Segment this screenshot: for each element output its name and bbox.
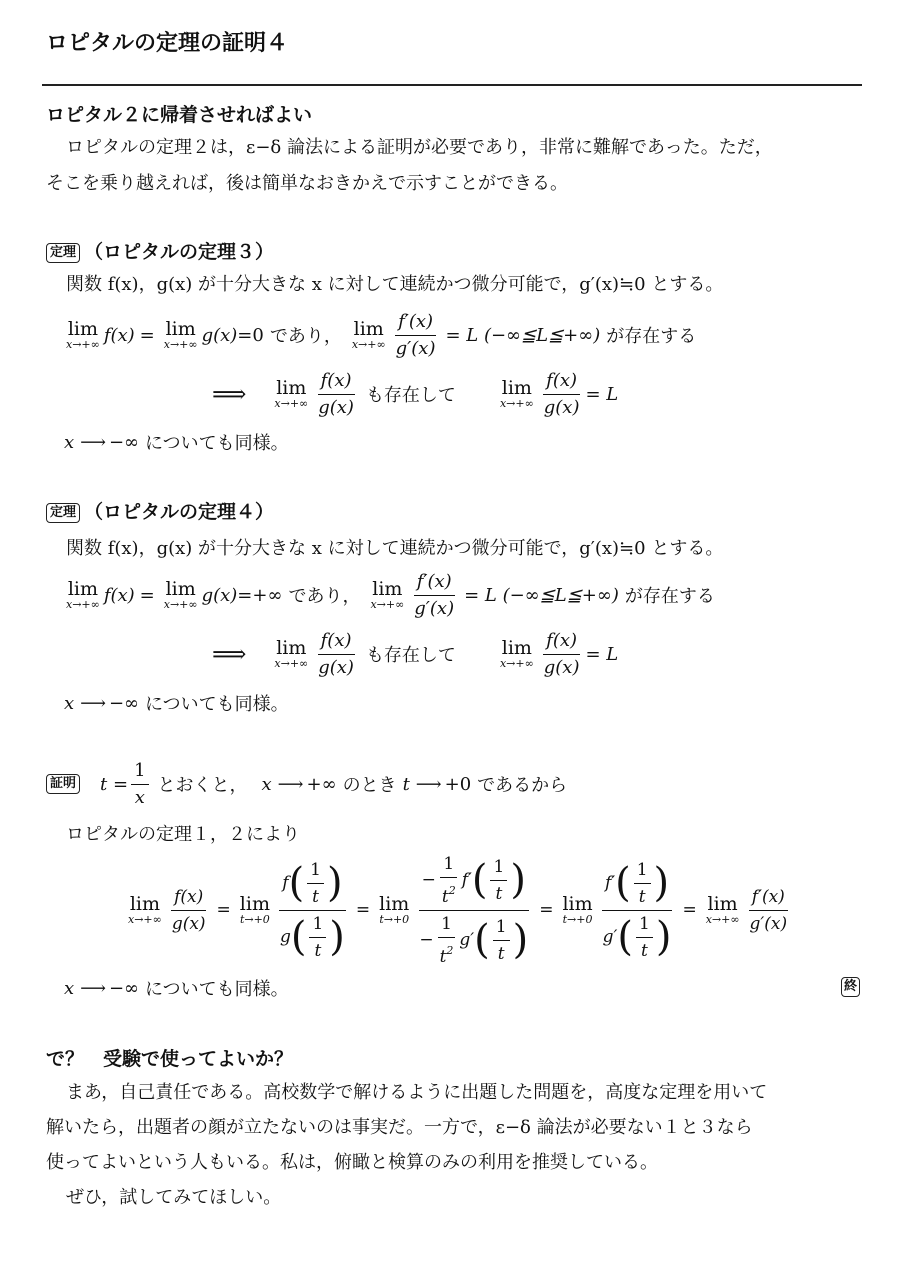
f-of-x: f(x) — [103, 584, 135, 606]
proof-label: 証明 — [46, 774, 80, 794]
long-arrow: ⟶ — [277, 773, 301, 795]
function-ratio: $\frac{f(x)}{g(x)}$ — [318, 369, 354, 418]
lim-operator: lim x→+∞ — [351, 318, 386, 351]
theorem3-condition: 関数 f(x)，g(x) が十分大きな x に対して連続かつ微分可能で，g′(x)≒0 とする。 — [66, 274, 724, 295]
implies-arrow: ⟹ — [212, 380, 247, 408]
theorem3-conclusion — [212, 370, 618, 418]
theorem4-conclusion — [212, 630, 618, 678]
lim-operator: lim x→+∞ — [705, 893, 740, 926]
lim-operator: lim t→+0 — [379, 893, 410, 926]
lim-operator: lim x→+∞ — [163, 318, 198, 351]
one-over-x: $\frac{1}{x}$ — [131, 760, 148, 809]
lim-operator: lim t→+0 — [562, 893, 593, 926]
theorem3-heading — [46, 237, 274, 264]
title-divider — [42, 84, 862, 86]
section2-line3: 使ってよいという人もいる。私は，俯瞰と検算のみの利用を推奨している。 — [46, 1152, 658, 1173]
long-arrow: ⟶ — [80, 431, 103, 453]
function-ratio: $\frac{f(x)}{g(x)}$ — [318, 629, 354, 678]
lim-operator: lim x→+∞ — [274, 377, 309, 410]
section1-line2: そこを乗り越えれば，後は簡単なおきかえで示すことができる。 — [46, 173, 568, 194]
equals: = — [139, 584, 155, 606]
derivative-ratio: $\frac{f'(x)}{g'(x)}$ — [395, 310, 436, 359]
limit-range: = L (−∞≦L≦+∞) — [445, 324, 601, 346]
derivative-substituted-ratio: f′ ( $\frac{1}{t}$ ) g′ ( $\frac{1}{t}$ ) — [602, 859, 672, 961]
long-arrow: ⟶ — [80, 692, 103, 714]
text-then: とおくと， — [157, 775, 248, 796]
text-also-exists: も存在して — [365, 385, 456, 406]
g-of-x: g(x) — [201, 584, 238, 606]
lim-operator: lim x→+∞ — [66, 578, 100, 611]
theorem4-condition: 関数 f(x)，g(x) が十分大きな x に対して連続かつ微分可能で，g′(x)≒0 とする。 — [66, 538, 724, 559]
proof-setup: 証明 t = $\frac{1}{x}$ とおくと， x ⟶ +∞ のとき t ⟶ +0 であるから — [46, 760, 573, 808]
theorem3-title: （ロピタルの定理３） — [84, 241, 275, 263]
limit-range: = L (−∞≦L≦+∞) — [464, 584, 619, 606]
theorem4-title: （ロピタルの定理４） — [84, 501, 275, 523]
theorem4-heading — [46, 497, 274, 524]
theorem4-label: 定理 — [46, 503, 80, 523]
t-equals: t = — [100, 773, 129, 795]
function-ratio: $\frac{f(x)}{g(x)}$ — [543, 369, 580, 418]
proof-same: x ⟶ −∞ についても同様。 — [64, 977, 289, 1000]
derivative-ratio: $\frac{f'(x)}{g'(x)}$ — [414, 570, 455, 619]
long-arrow: ⟶ — [415, 773, 439, 795]
theorem3-hypothesis — [62, 312, 702, 358]
lim-operator: lim x→+∞ — [499, 377, 534, 410]
implies-arrow: ⟹ — [212, 640, 247, 668]
g-of-x: g(x) — [201, 324, 238, 346]
section2-line1: まあ，自己責任である。高校数学で解けるように出題した問題を，高度な定理を用いて — [66, 1082, 768, 1103]
limit-equals-L: = L — [585, 643, 619, 665]
lim-operator: lim t→+0 — [239, 893, 270, 926]
section1-line1: ロピタルの定理２は，ε−δ 論法による証明が必要であり，非常に難解であった。ただ， — [66, 137, 773, 158]
section1-heading: ロピタル２に帰着させればよい — [46, 104, 313, 126]
text-also-exists: も存在して — [365, 645, 456, 666]
derivative-ratio: $\frac{f'(x)}{g'(x)}$ — [749, 886, 788, 934]
theorem4-same: x ⟶ −∞ についても同様。 — [64, 692, 289, 715]
limit-value: =0 — [237, 324, 264, 346]
limit-value: =+∞ — [237, 584, 283, 606]
lim-operator: lim x→+∞ — [163, 578, 198, 611]
lim-operator: lim x→+∞ — [274, 637, 309, 670]
section2-line2: 解いたら，出題者の顔が立たないのは事実だ。一方で，ε−δ 論法が必要ない１と３なら — [46, 1117, 753, 1138]
chain-rule-ratio: − $\frac{1}{t^2}$ f′ ( $\frac{1}{t}$ ) − $\frac{1}{t^2}$ g′ ( $\frac{1}{t}$ ) — [419, 853, 529, 967]
lim-operator: lim x→+∞ — [370, 578, 405, 611]
proof-line2: ロピタルの定理１，２により — [66, 824, 300, 845]
lim-operator: lim x→+∞ — [499, 637, 534, 670]
lim-operator: lim x→+∞ — [128, 893, 162, 926]
text-exists: が存在する — [624, 586, 715, 607]
substituted-ratio: f ( $\frac{1}{t}$ ) g ( $\frac{1}{t}$ ) — [279, 859, 345, 961]
page-title: ロピタルの定理の証明４ — [46, 31, 289, 56]
function-ratio: $\frac{f(x)}{g(x)}$ — [543, 629, 580, 678]
end-of-proof-mark: 終 — [841, 977, 860, 997]
theorem4-hypothesis — [62, 572, 721, 618]
section2-line4: ぜひ，試してみてほしい。 — [66, 1187, 282, 1208]
long-arrow: ⟶ — [80, 977, 103, 999]
text-deari: であり， — [288, 586, 361, 607]
f-of-x: f(x) — [103, 324, 135, 346]
section2-heading: で？ 受験で使ってよいか？ — [46, 1048, 294, 1070]
function-ratio: $\frac{f(x)}{g(x)}$ — [171, 886, 206, 934]
text-deari: であり， — [269, 326, 342, 347]
limit-equals-L: = L — [585, 383, 619, 405]
lim-operator: lim x→+∞ — [66, 318, 100, 351]
text-exists: が存在する — [606, 326, 697, 347]
theorem3-label: 定理 — [46, 243, 80, 263]
equals: = — [139, 324, 155, 346]
proof-equation-chain: lim x→+∞ $\frac{f(x)}{g(x)}$ = lim t→+0 f ( $\frac{1}{t}$ ) g ( $\frac{1}{t}$ ) = lim t→+0 − $\frac{1}{t^2}$ f′ ( $\frac{1}{t}$ ) − $\frac{1}{t^2}$ g′ ( $\frac{1}{t}$ ) = lim t→+0 f′ ( $\frac{1}{t}$ ) g′ ( $\frac{1}{t}$ ) = lim x→+∞ $\frac{f'(x)}{g'(x)}$ — [124, 855, 793, 965]
theorem3-same: x ⟶ −∞ についても同様。 — [64, 431, 289, 454]
